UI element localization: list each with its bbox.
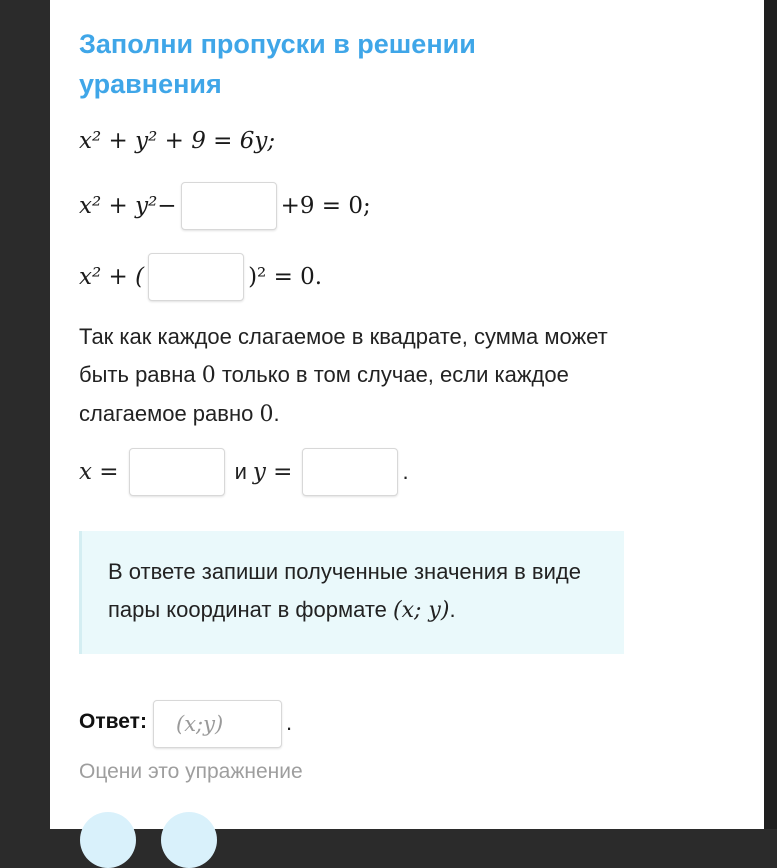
window-edge [764,0,777,829]
exercise-title: Заполни пропуски в решении уравнения [79,29,476,99]
explanation-zero-1: 0 [201,363,216,388]
hint-text-end: . [449,597,456,622]
equation-2-suffix: +9 = 0; [280,193,371,219]
explanation-part-1: Так как каждое слагаемое в квадрате, сумма может быть равна [79,324,608,387]
rating-button-1[interactable] [80,812,136,868]
y-label: y = [252,459,293,485]
xy-line-end: . [402,459,409,484]
hint-text [108,553,608,630]
rating-button-2[interactable] [161,812,217,868]
y-input[interactable] [302,448,398,496]
explanation-end: . [273,401,280,426]
x-label: x = [79,459,119,485]
hint-box [79,531,624,654]
equation-3 [79,253,322,301]
x-input[interactable] [129,448,225,496]
blank-input-1[interactable] [181,182,277,230]
equation-2 [79,182,371,230]
rate-exercise-label: Оцени это упражнение [79,760,303,783]
xy-line [79,448,409,496]
hint-text-main: В ответе запиши полученные значения в виде пары координат в формате [108,559,581,622]
equation-3-suffix: )² = 0. [248,264,323,290]
answer-input[interactable] [153,700,282,748]
answer-end: . [286,710,293,735]
answer-label: Ответ: [79,710,147,733]
hint-format: (x; y) [393,598,450,623]
equation-1 [79,128,275,154]
equation-1-text: x² + y² + 9 = 6y; [79,128,276,154]
blank-input-2[interactable] [148,253,244,301]
explanation-zero-2: 0 [259,402,274,427]
explanation-part-2: только в том случае, если каждое слагаемое равно [79,362,569,426]
equation-2-prefix: x² + y²− [79,193,177,219]
explanation-text [79,318,619,434]
equation-3-prefix: x² + ( [79,264,145,290]
and-label: и [234,459,247,484]
